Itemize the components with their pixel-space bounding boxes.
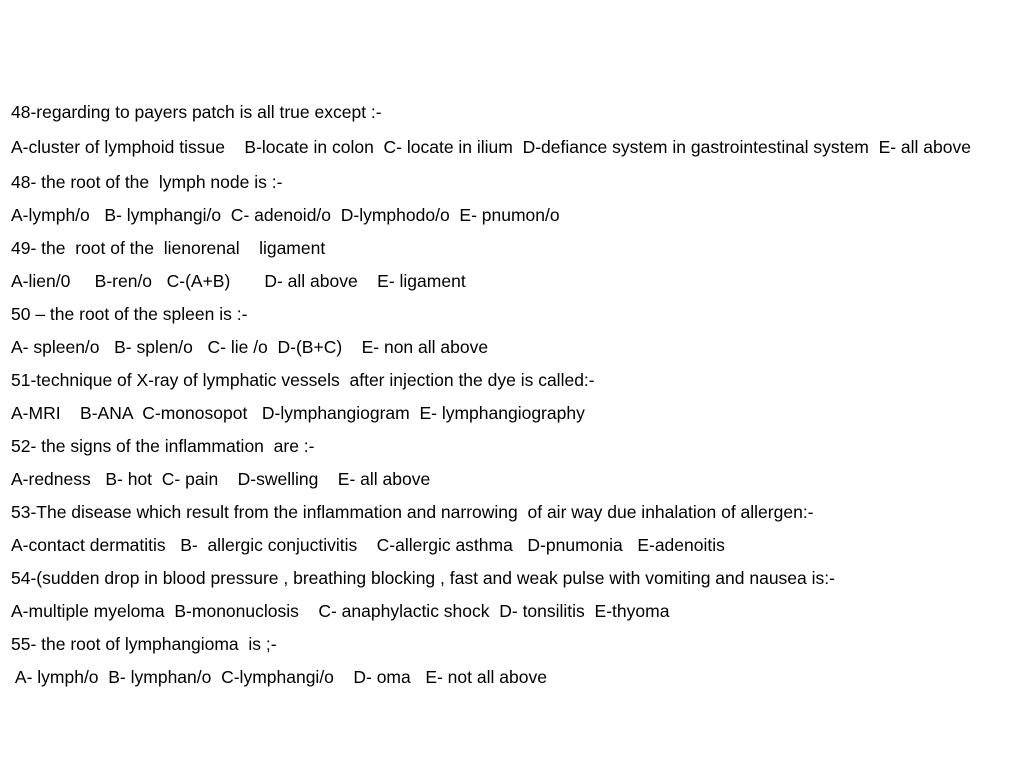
question-48b: 48- the root of the lymph node is :- — [11, 172, 283, 192]
question-52: 52- the signs of the inflammation are :- — [11, 436, 315, 456]
options-55: A- lymph/o B- lymphan/o C-lymphangi/o D- oma E- not all above — [11, 667, 547, 687]
options-48a: A-cluster of lymphoid tissue B-locate in colon C- locate in ilium D-defiance system in gastrointestinal system E- all above — [11, 137, 971, 157]
options-54: A-multiple myeloma B-mononuclosis C- anaphylactic shock D- tonsilitis E-thyoma — [11, 601, 670, 621]
options-49: A-lien/0 B-ren/o C-(A+B) D- all above E- ligament — [11, 271, 466, 291]
options-52: A-redness B- hot C- pain D-swelling E- all above — [11, 469, 431, 489]
question-49: 49- the root of the lienorenal ligament — [11, 238, 326, 258]
question-48a: 48-regarding to payers patch is all true except :- — [11, 102, 382, 122]
options-53: A-contact dermatitis B- allergic conjuctivitis C-allergic asthma D-pnumonia E-adenoitis — [11, 535, 725, 555]
question-50: 50 – the root of the spleen is :- — [11, 304, 248, 324]
options-51: A-MRI B-ANA C-monosopot D-lymphangiogram E- lymphangiography — [11, 403, 585, 423]
question-list — [11, 101, 1019, 688]
question-54: 54-(sudden drop in blood pressure , breathing blocking , fast and weak pulse with vomiting and nausea is:- — [11, 568, 835, 588]
question-55: 55- the root of lymphangioma is ;- — [11, 634, 277, 654]
question-53: 53-The disease which result from the inflammation and narrowing of air way due inhalation of allergen:- — [11, 502, 814, 522]
options-48b: A-lymph/o B- lymphangi/o C- adenoid/o D-lymphodo/o E- pnumon/o — [11, 205, 560, 225]
options-50: A- spleen/o B- splen/o C- lie /o D-(B+C) E- non all above — [11, 337, 489, 357]
question-51: 51-technique of X-ray of lymphatic vessels after injection the dye is called:- — [11, 370, 595, 390]
